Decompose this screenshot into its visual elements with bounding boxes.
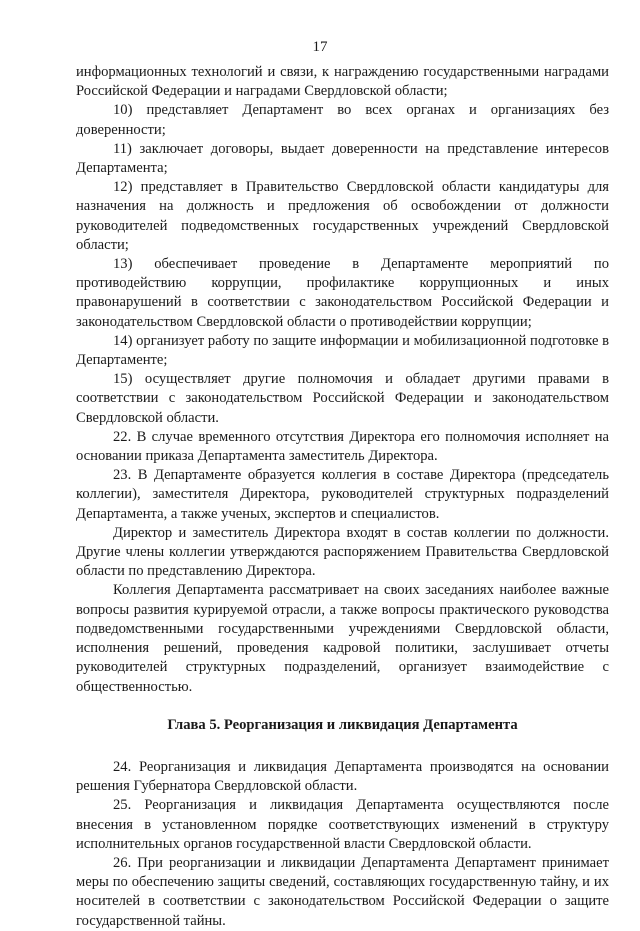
paragraph: 22. В случае временного отсутствия Директора его полномочия исполняет на основании приказа Департамента заместитель Директора.: [76, 428, 609, 465]
paragraph: 26. При реорганизации и ликвидации Департамента Департамент принимает меры по обеспечению защиты сведений, составляющих государственную тайну, и их носителей в соответствии с законодательством Российской Федерации о защите государственной тайны.: [76, 854, 609, 929]
paragraph: 12) представляет в Правительство Свердловской области кандидатуры для назначения на должность и предложения об освобождении от должности руководителей подведомственных государственных учреждений Свердловской области;: [76, 179, 609, 253]
paragraph: Директор и заместитель Директора входят в состав коллегии по должности. Другие члены коллегии утверждаются распоряжением Правительства Свердловской области по представлению Директора.: [76, 524, 609, 580]
page-number: 17: [312, 39, 328, 55]
document-body: [76, 63, 609, 931]
paragraph: 10) представляет Департамент во всех органах и организациях без доверенности;: [76, 102, 609, 138]
paragraph: информационных технологий и связи, к награждению государственными наградами Российской Федерации и наградами Свердловской области;: [76, 64, 609, 100]
paragraph: 23. В Департаменте образуется коллегия в составе Директора (председатель коллегии), заместителя Директора, руководителей структурных подразделений Департамента, а также ученых, экспертов и специалистов.: [76, 467, 609, 522]
paragraph: 15) осуществляет другие полномочия и обладает другими правами в соответствии с законодательством Российской Федерации и законодательством Свердловской области.: [76, 371, 609, 426]
paragraph: Коллегия Департамента рассматривает на своих заседаниях наиболее важные вопросы развития курируемой отрасли, а также вопросы практического руководства подведомственными государственными учреждениями Свердловской области, исполнения решений, проведения кадровой политики, заслушивает отчеты руководителей структурных подразделений, организует взаимодействие с общественностью.: [76, 582, 609, 695]
chapter-heading: Глава 5. Реорганизация и ликвидация Департамента: [167, 716, 518, 733]
paragraphs-before-heading: [76, 63, 609, 697]
paragraph: 25. Реорганизация и ликвидация Департамента осуществляются после внесения в установленном порядке соответствующих изменений в структуру исполнительных органов государственной власти Свердловской области.: [76, 797, 609, 852]
paragraph: 11) заключает договоры, выдает доверенности на представление интересов Департамента;: [76, 140, 609, 177]
paragraph: 13) обеспечивает проведение в Департаменте мероприятий по противодействию коррупции, профилактике коррупционных и иных правонарушений в соответствии с законодательством Российской Федерации и законодательством Свердловской области о противодействии коррупции;: [76, 256, 609, 330]
paragraph: 14) организует работу по защите информации и мобилизационной подготовке в Департаменте;: [76, 332, 609, 369]
paragraph: 24. Реорганизация и ликвидация Департамента производятся на основании решения Губернатора Свердловской области.: [76, 758, 609, 795]
